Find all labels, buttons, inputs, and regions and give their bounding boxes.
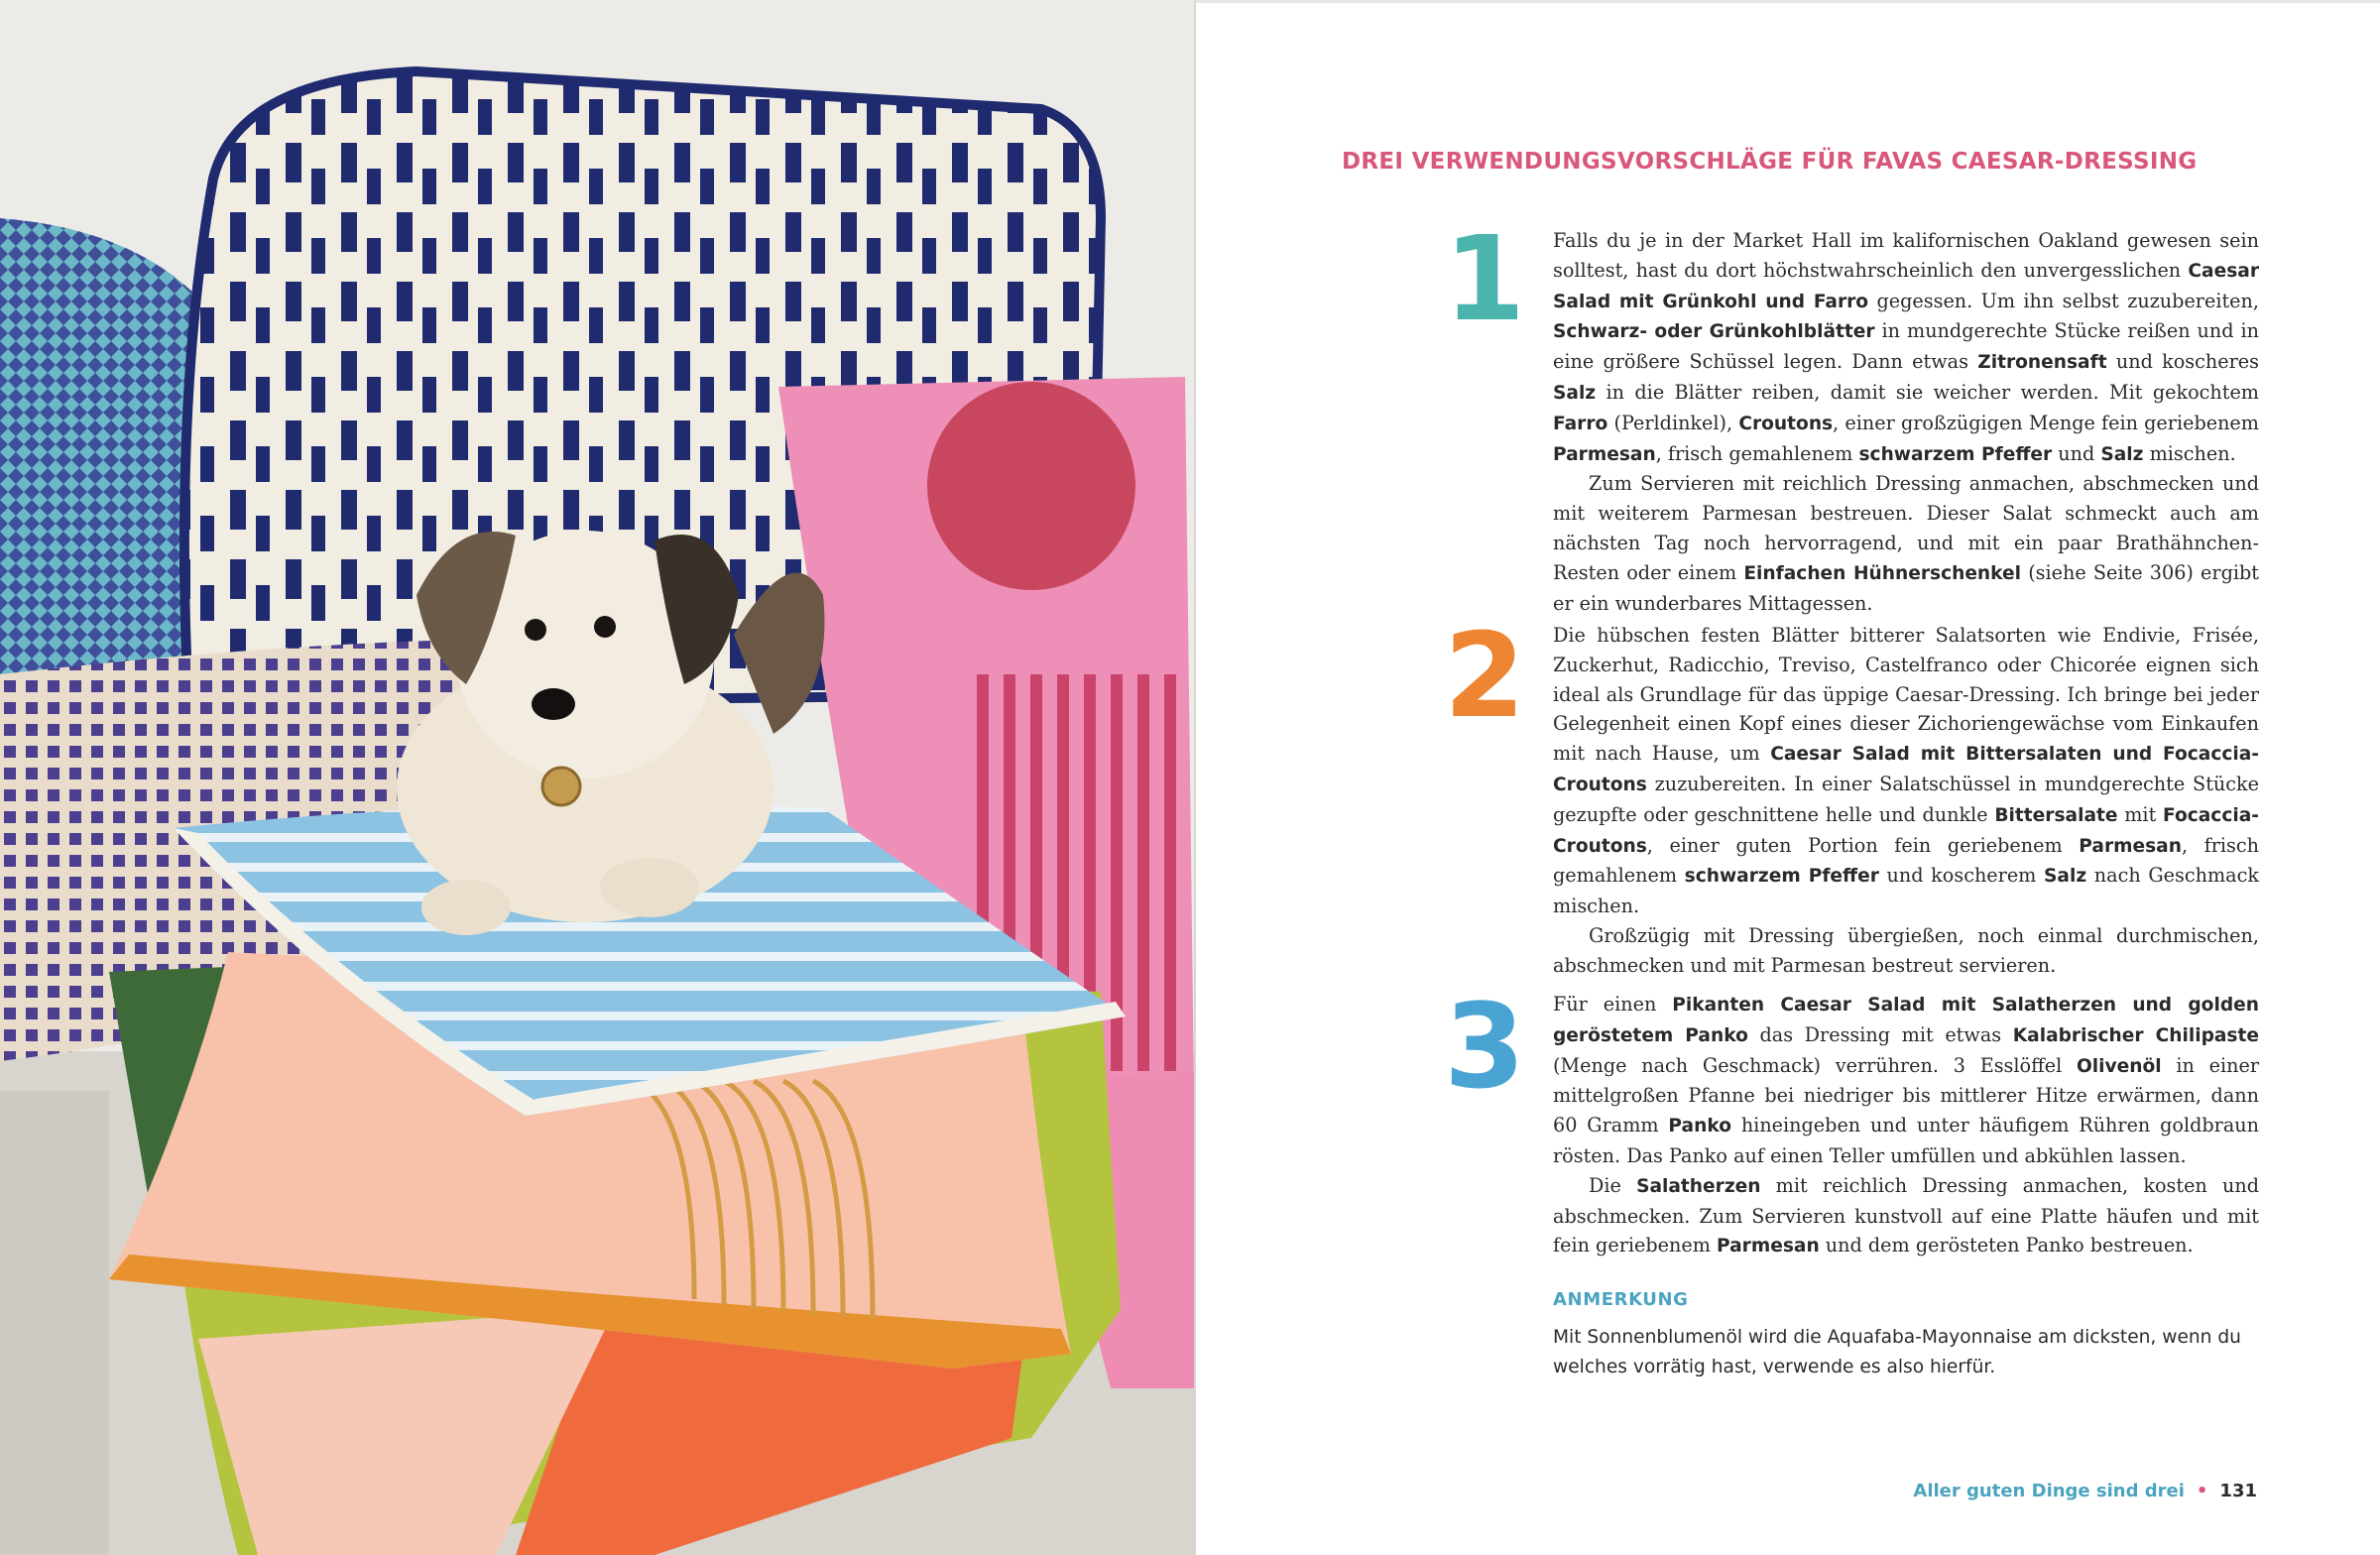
tip-text xyxy=(1553,990,2259,1261)
footer-chapter-title: Aller guten Dinge sind drei xyxy=(1913,1481,2185,1501)
page-footer xyxy=(1196,1481,2257,1501)
note-heading: ANMERKUNG xyxy=(1553,1289,1689,1310)
tip-paragraph: Falls du je in der Market Hall im kalifornischen Oakland gewesen sein solltest, hast du dort höchstwahrscheinlich den unvergesslichen Caesar Salad mit Grünkohl und Farro gegessen. Um ihn selbst zuzubereiten, Schwarz- oder Grünkohlblätter in mundgerechte Stücke reißen und in eine größere Schüssel legen. Dann etwas Zitronensaft und koscheres Salz in die Blätter reiben, damit sie weicher werden. Mit gekochtem Farro (Perldinkel), Croutons, einer großzügigen Menge fein geriebenem Parmesan, frisch gemahlenem schwarzem Pfeffer und Salz mischen. xyxy=(1553,229,2259,465)
tip-paragraph: Die Salatherzen mit reichlich Dressing anmachen, kosten und abschmecken. Zum Servieren kunstvoll auf eine Platte häufen und mit fein geriebenem Parmesan und dem gerösteten Panko bestreuen. xyxy=(1553,1173,2259,1257)
page-number: 131 xyxy=(2219,1481,2257,1501)
tip-paragraph: Zum Servieren mit reichlich Dressing anmachen, abschmecken und mit weiterem Parmesan bestreuen. Dieser Salat schmeckt auch am nächsten Tag noch hervorragend, und mit ein paar Brathähnchen-Resten oder einem Einfachen Hühnerschenkel (siehe Seite 306) ergibt er ein wunderbares Mittagessen. xyxy=(1553,472,2259,615)
text-page xyxy=(1196,0,2380,1555)
tip-paragraph: Großzügig mit Dressing übergießen, noch einmal durchmischen, abschmecken und mit Parmesan bestreut servieren. xyxy=(1553,923,2259,977)
tip-paragraph: Die hübschen festen Blätter bitterer Salatsorten wie Endivie, Frisée, Zuckerhut, Radicchio, Treviso, Castelfranco oder Chicorée eignen sich ideal als Grundlage für das üppige Caesar-Dressing. Ich bringe bei jeder Gelegenheit einen Kopf eines dieser Zichoriengewächse vom Einkaufen mit nach Hause, um Caesar Salad mit Bittersalaten und Focaccia-Croutons zuzubereiten. In einer Salatschüssel in mundgerechte Stücke gezupfte oder geschnittene helle und dunkle Bittersalate mit Focaccia-Croutons, einer guten Portion fein geriebenem Parmesan, frisch gemahlenem schwarzem Pfeffer und koscherem Salz nach Geschmack mischen. xyxy=(1553,624,2259,918)
tip-number: 3 xyxy=(1444,978,1526,1115)
note-text: Mit Sonnenblumenöl wird die Aquafaba-Mayonnaise am dicksten, wenn du welches vorrätig hast, verwende es also hierfür. xyxy=(1553,1327,2241,1377)
tip-paragraph: Für einen Pikanten Caesar Salad mit Salatherzen und golden geröstetem Panko das Dressing mit etwas Kalabrischer Chilipaste (Menge nach Geschmack) verrühren. 3 Esslöffel Olivenöl in einer mittelgroßen Pfanne bei niedriger bis mittlerer Hitze erwärmen, dann 60 Gramm Panko hineingeben und unter häufigem Rühren goldbraun rösten. Das Panko auf einen Teller umfüllen und abkühlen lassen. xyxy=(1553,993,2259,1167)
tip-text xyxy=(1553,621,2259,981)
tip-number: 1 xyxy=(1444,210,1526,347)
page-heading: DREI VERWENDUNGSVORSCHLÄGE FÜR FAVAS CAESAR-DRESSING xyxy=(1342,149,2198,175)
tip-number: 2 xyxy=(1444,607,1526,744)
tip-text xyxy=(1553,226,2259,618)
footer-dot-icon: • xyxy=(2196,1481,2208,1501)
